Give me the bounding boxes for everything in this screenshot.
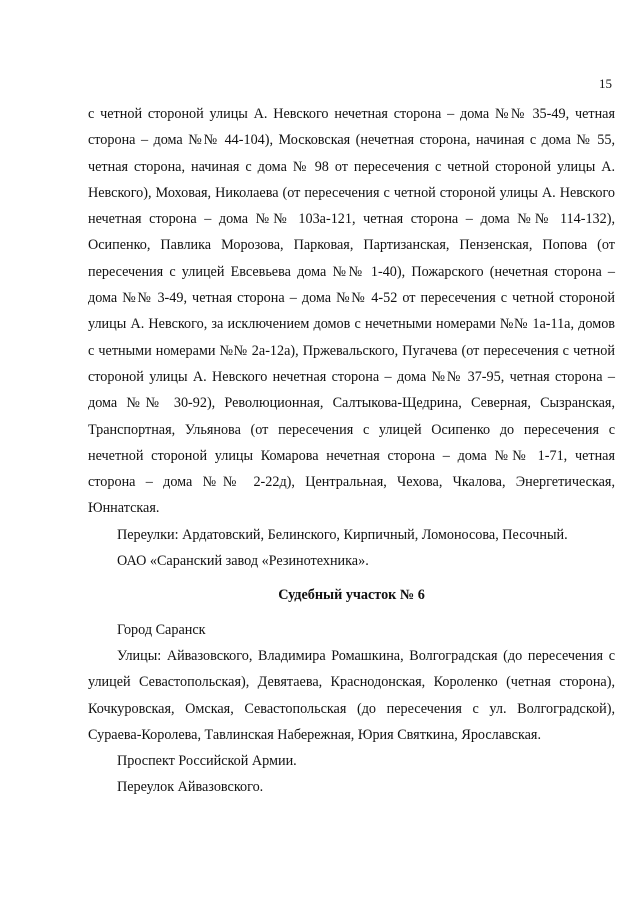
paragraph-lane: Переулок Айвазовского. (117, 779, 264, 796)
paragraph-organization: ОАО «Саранский завод «Резинотехника». (117, 553, 369, 570)
paragraph-avenue: Проспект Российской Армии. (117, 753, 297, 770)
paragraph-lanes: Переулки: Ардатовский, Белинского, Кирпичный, Ломоносова, Песочный. (117, 526, 568, 543)
paragraph-streets: Улицы: Айвазовского, Владимира Ромашкина, Волгоградская (до пересечения с улицей Севастопольская), Девятаева, Краснодонская, Короленко (четная сторона), Кочкуровская, Омская, Севастопольская (до пересечения с ул. Волгоградской), Сураева-Королева, Тавлинская Набережная, Юрия Святкина, Ярославская. (88, 647, 615, 743)
section-heading: Судебный участок № 6 (278, 587, 425, 604)
paragraph-city: Город Саранск (117, 621, 206, 638)
document-body (88, 101, 615, 801)
paragraph-streets-continuation: с четной стороной улицы А. Невского нечетная сторона – дома №№ 35-49, четная сторона – дома №№ 44-104), Московская (нечетная сторона, начиная с дома № 55, четная сторона, начиная с дома № 98 от пересечения с четной стороной улицы А. Невского), Моховая, Николаева (от пересечения с четной стороной улицы А. Невского нечетная сторона – дома №№ 103а-121, четная сторона – дома №№ 114-132), Осипенко, Павлика Морозова, Парковая, Партизанская, Пензенская, Попова (от пересечения с улицей Евсевьева дома №№ 1-40), Пожарского (нечетная сторона – дома №№ 3-49, четная сторона – дома №№ 4-52 от пересечения с четной стороной улицы А. Невского, за исключением домов с нечетными номерами №№ 1а-11а, домов с четными номерами №№ 2а-12а), Пржевальского, Пугачева (от пересечения с четной стороной улицы А. Невского нечетная сторона – дома №№ 37-95, четная сторона – дома №№ 30-92), Революционная, Салтыкова-Щедрина, Северная, Сызранская, Транспортная, Ульянова (от пересечения с улицей Осипенко до пересечения с нечетной стороной улицы Комарова нечетная сторона – дома №№ 1-71, четная сторона – дома №№ 2-22д), Центральная, Чехова, Чкалова, Энергетическая, Юннатская. (88, 106, 615, 517)
page-number: 15 (599, 76, 612, 91)
